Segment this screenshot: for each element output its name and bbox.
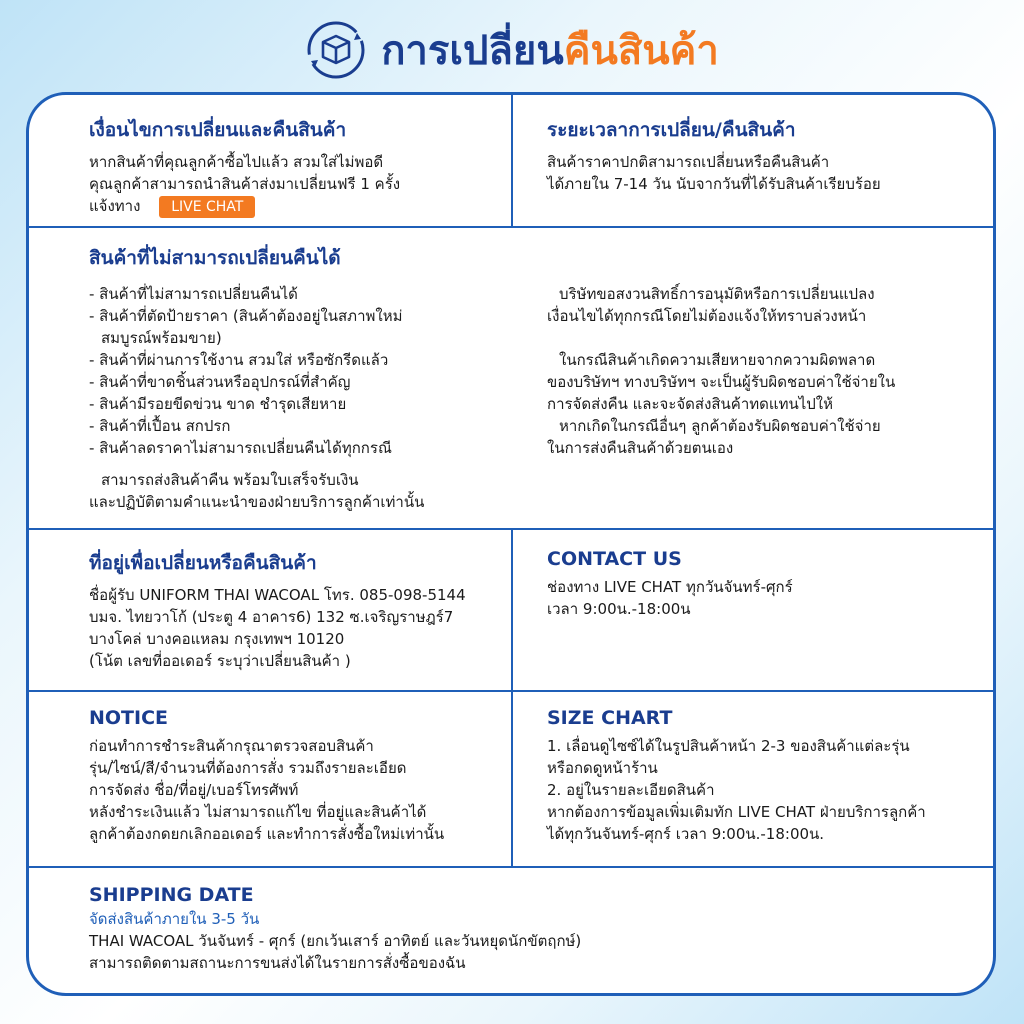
address-line: บางโคล่ บางคอแหลม กรุงเทพฯ 10120 [89,630,345,648]
address-line: ชื่อผู้รับ UNIFORM THAI WACOAL โทร. 085-098-5144 [89,586,466,604]
address-title: ที่อยู่เพื่อเปลี่ยนหรือคืนสินค้า [89,552,317,574]
shipping-highlight: จัดส่งสินค้าภายใน 3-5 วัน [89,910,260,928]
divider [511,528,513,866]
shipping-title: SHIPPING DATE [89,884,254,906]
shipping-line: THAI WACOAL วันจันทร์ - ศุกร์ (ยกเว้นเสาร์ อาทิตย์ และวันหยุดนักขัตฤกษ์) [89,932,582,950]
address-section [89,548,466,672]
policy-line: ในการส่งคืนสินค้าด้วยตนเอง [547,439,734,457]
non-returnable-note: และปฏิบัติตามคำแนะนำของฝ่ายบริการลูกค้าเท่านั้น [89,493,425,511]
live-chat-button[interactable]: LIVE CHAT [159,196,255,218]
policy-line: ของบริษัทฯ ทางบริษัทฯ จะเป็นผู้รับผิดชอบค่าใช้จ่ายใน [547,373,896,391]
notice-line: ลูกค้าต้องกดยกเลิกออเดอร์ และทำการสั่งซื้อใหม่เท่านั้น [89,825,445,843]
size-chart-section [547,707,926,845]
period-line: ได้ภายใน 7-14 วัน นับจากวันที่ได้รับสินค้าเรียบร้อย [547,175,881,193]
size-chart-title: SIZE CHART [547,707,673,729]
notice-section [89,707,444,845]
non-returnable-item: - สินค้าที่ไม่สามารถเปลี่ยนคืนได้ [89,285,298,303]
policy-line: หากเกิดในกรณีอื่นๆ ลูกค้าต้องรับผิดชอบค่าใช้จ่าย [559,417,881,435]
shipping-line: สามารถติดตามสถานะการขนส่งได้ในรายการสั่งซื้อของฉัน [89,954,466,972]
non-returnable-item: - สินค้าที่ตัดป้ายราคา (สินค้าต้องอยู่ในสภาพใหม่ [89,307,403,325]
policy-line: การจัดส่งคืน และจะจัดส่งสินค้าทดแทนไปให้ [547,395,833,413]
notice-line: ก่อนทำการชำระสินค้ากรุณาตรวจสอบสินค้า [89,737,374,755]
conditions-line: คุณลูกค้าสามารถนำสินค้าส่งมาเปลี่ยนฟรี 1 ครั้ง [89,175,401,193]
policy-notes [547,283,895,459]
non-returnable-item: สมบูรณ์พร้อมขาย) [101,329,222,347]
period-line: สินค้าราคาปกติสามารถเปลี่ยนหรือคืนสินค้า [547,153,830,171]
page-header [0,14,1024,86]
policy-line: ในกรณีสินค้าเกิดความเสียหายจากความผิดพลาด [559,351,876,369]
non-returnable-item: - สินค้าที่ขาดชิ้นส่วนหรืออุปกรณ์ที่สำคัญ [89,373,351,391]
size-chart-line: 1. เลื่อนดูไซซ์ได้ในรูปสินค้าหน้า 2-3 ของสินค้าแต่ละรุ่น [547,737,910,755]
size-chart-line: ได้ทุกวันจันทร์-ศุกร์ เวลา 9:00น.-18:00น. [547,825,825,843]
box-exchange-icon [305,19,367,81]
conditions-title: เงื่อนไขการเปลี่ยนและคืนสินค้า [89,119,347,141]
size-chart-line: หากต้องการข้อมูลเพิ่มเติมทัก LIVE CHAT ฝ่ายบริการลูกค้า [547,803,926,821]
non-returnable-section [89,243,424,513]
notice-line: รุ่น/ไซน์/สี/จำนวนที่ต้องการสั่ง รวมถึงรายละเอียด [89,759,407,777]
title-part-exchange: การเปลี่ยน [381,28,564,74]
conditions-line: หากสินค้าที่คุณลูกค้าซื้อไปแล้ว สวมใส่ไม่พอดี [89,153,384,171]
info-card [26,92,996,996]
size-chart-line: 2. อยู่ในรายละเอียดสินค้า [547,781,715,799]
notice-line: หลังชำระเงินแล้ว ไม่สามารถแก้ไข ที่อยู่และสินค้าได้ [89,803,427,821]
notice-line: การจัดส่ง ชื่อ/ที่อยู่/เบอร์โทรศัพท์ [89,781,299,799]
non-returnable-note: สามารถส่งสินค้าคืน พร้อมใบเสร็จรับเงิน [101,471,359,489]
period-title: ระยะเวลาการเปลี่ยน/คืนสินค้า [547,119,796,141]
non-returnable-item: - สินค้าที่ผ่านการใช้งาน สวมใส่ หรือซักรีดแล้ว [89,351,389,369]
non-returnable-item: - สินค้ามีรอยขีดข่วน ขาด ชำรุดเสียหาย [89,395,347,413]
divider [29,226,993,228]
period-section [547,115,881,195]
title-part-return: คืนสินค้า [563,28,719,74]
page-title [381,18,719,82]
policy-line: บริษัทขอสงวนสิทธิ์การอนุมัติหรือการเปลี่ยนแปลง [559,285,875,303]
address-line: บมจ. ไทยวาโก้ (ประตู 4 อาคาร6) 132 ซ.เจริญราษฎร์7 [89,608,454,626]
contact-title: CONTACT US [547,548,682,570]
policy-line: เงื่อนไขได้ทุกกรณีโดยไม่ต้องแจ้งให้ทราบล่วงหน้า [547,307,867,325]
shipping-section [89,884,581,974]
contact-section [547,548,793,620]
non-returnable-title: สินค้าที่ไม่สามารถเปลี่ยนคืนได้ [89,247,341,269]
contact-prefix: แจ้งทาง [89,197,141,215]
contact-line: เวลา 9:00น.-18:00น [547,600,691,618]
non-returnable-item: - สินค้าที่เปื้อน สกปรก [89,417,231,435]
contact-line: ช่องทาง LIVE CHAT ทุกวันจันทร์-ศุกร์ [547,578,793,596]
notice-title: NOTICE [89,707,169,729]
size-chart-line: หรือกดดูหน้าร้าน [547,759,658,777]
divider [29,866,993,868]
address-line: (โน้ต เลขที่ออเดอร์ ระบุว่าเปลี่ยนสินค้า ) [89,652,351,670]
conditions-section [89,115,400,218]
divider [511,95,513,226]
non-returnable-item: - สินค้าลดราคาไม่สามารถเปลี่ยนคืนได้ทุกกรณี [89,439,392,457]
conditions-contact-line [89,195,400,218]
